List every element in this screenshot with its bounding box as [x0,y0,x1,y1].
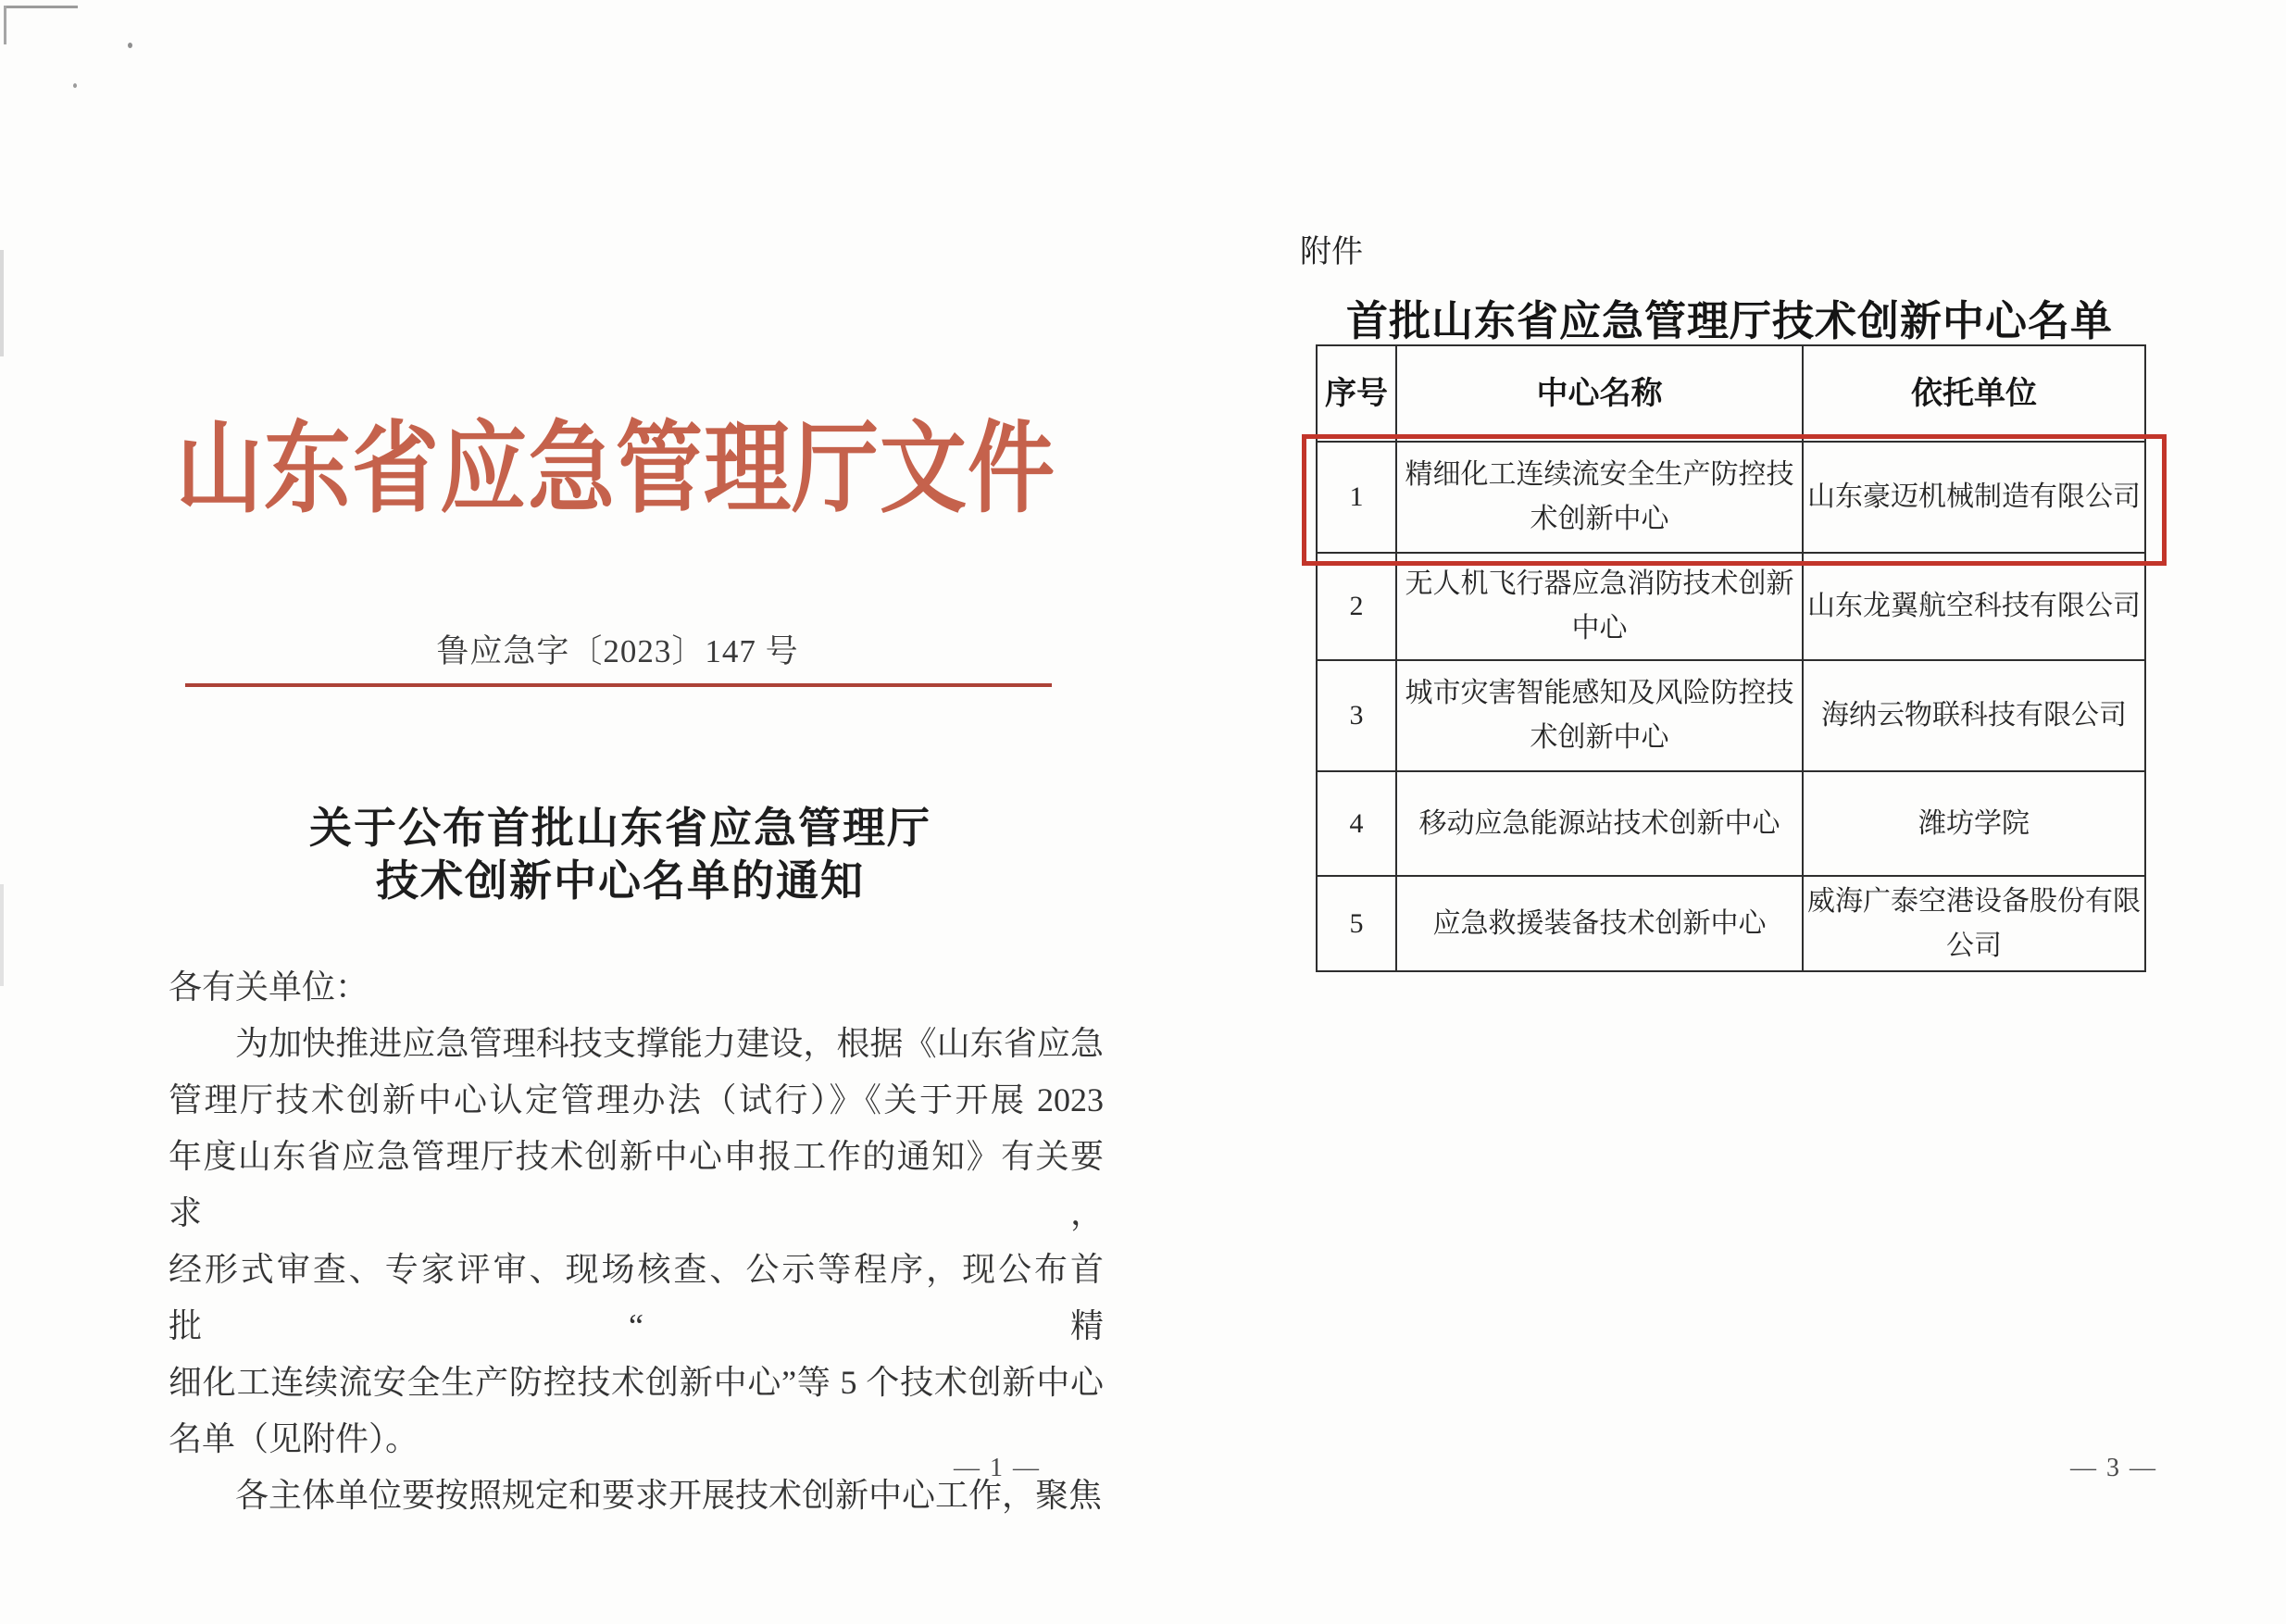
scan-artifact-edge [0,884,4,986]
scan-artifact-speck [73,83,77,88]
table-row-highlighted [1317,442,2145,553]
table-row [1317,660,2145,771]
scan-artifact-corner [4,6,78,8]
scan-artifact-speck [128,43,132,48]
table-header-row [1317,345,2145,442]
salutation: 各有关单位： [169,968,369,1006]
header-cell-no: 序号 [1317,345,1396,442]
cell-serial-number: 4 [1317,771,1396,876]
cell-serial-number: 2 [1317,553,1396,660]
cell-serial-number: 3 [1317,660,1396,771]
body-line: 各主体单位要按照规定和要求开展技术创新中心工作，聚焦 [235,1477,1103,1514]
body-line: 细化工连续流安全生产防控技术创新中心”等 5 个技术创新中心 [169,1364,1104,1401]
body-line: 管理厅技术创新中心认定管理办法（试行）》《关于开展 2023 [169,1081,1104,1118]
cell-supporting-org: 海纳云物联科技有限公司 [1803,660,2145,771]
header-cell-org: 依托单位 [1803,345,2145,442]
notice-title-line1: 关于公布首批山东省应急管理厅 [309,805,931,852]
cell-supporting-org: 山东豪迈机械制造有限公司 [1803,442,2145,553]
innovation-centers-table [1316,344,2146,972]
cell-center-name: 城市灾害智能感知及风险防控技术创新中心 [1396,660,1803,771]
body-line: 为加快推进应急管理科技支撑能力建设，根据《山东省应急 [235,1025,1104,1062]
cell-supporting-org: 山东龙翼航空科技有限公司 [1803,553,2145,660]
cell-serial-number: 5 [1317,876,1396,971]
cell-center-name: 移动应急能源站技术创新中心 [1396,771,1803,876]
scan-artifact-corner [4,6,6,44]
scan-artifact-edge [0,250,4,356]
cell-supporting-org: 威海广泰空港设备股份有限公司 [1803,876,2145,971]
attachment-label: 附件 [1300,235,1363,269]
document-number: 鲁应急字〔2023〕147 号 [436,633,799,669]
body-line: 名单（见附件）。 [169,1420,419,1457]
table-row [1317,553,2145,660]
attachment-table-title: 首批山东省应急管理厅技术创新中心名单 [1345,297,2114,344]
body-line: 经形式审查、专家评审、现场核查、公示等程序，现公布首批“精 [169,1251,1104,1344]
agency-banner-title: 山东省应急管理厅文件 [175,415,1056,526]
header-cell-center-name: 中心名称 [1396,345,1803,442]
cell-center-name: 应急救援装备技术创新中心 [1396,876,1803,971]
red-divider-line [185,683,1052,687]
table-row [1317,876,2145,971]
notice-title [309,802,931,907]
notice-title-line2: 技术创新中心名单的通知 [376,857,865,905]
body-paragraphs [169,1016,1104,1524]
body-line: 年度山东省应急管理厅技术创新中心申报工作的通知》有关要求， [169,1138,1104,1231]
cell-supporting-org: 潍坊学院 [1803,771,2145,876]
cell-serial-number: 1 [1317,442,1396,553]
notice-body [169,959,1104,1524]
cell-center-name: 无人机飞行器应急消防技术创新中心 [1396,553,1803,660]
table-row [1317,771,2145,876]
page-number-3: — 3 — [2070,1454,2157,1482]
cell-center-name: 精细化工连续流安全生产防控技术创新中心 [1396,442,1803,553]
page-number-1: — 1 — [954,1454,1041,1482]
